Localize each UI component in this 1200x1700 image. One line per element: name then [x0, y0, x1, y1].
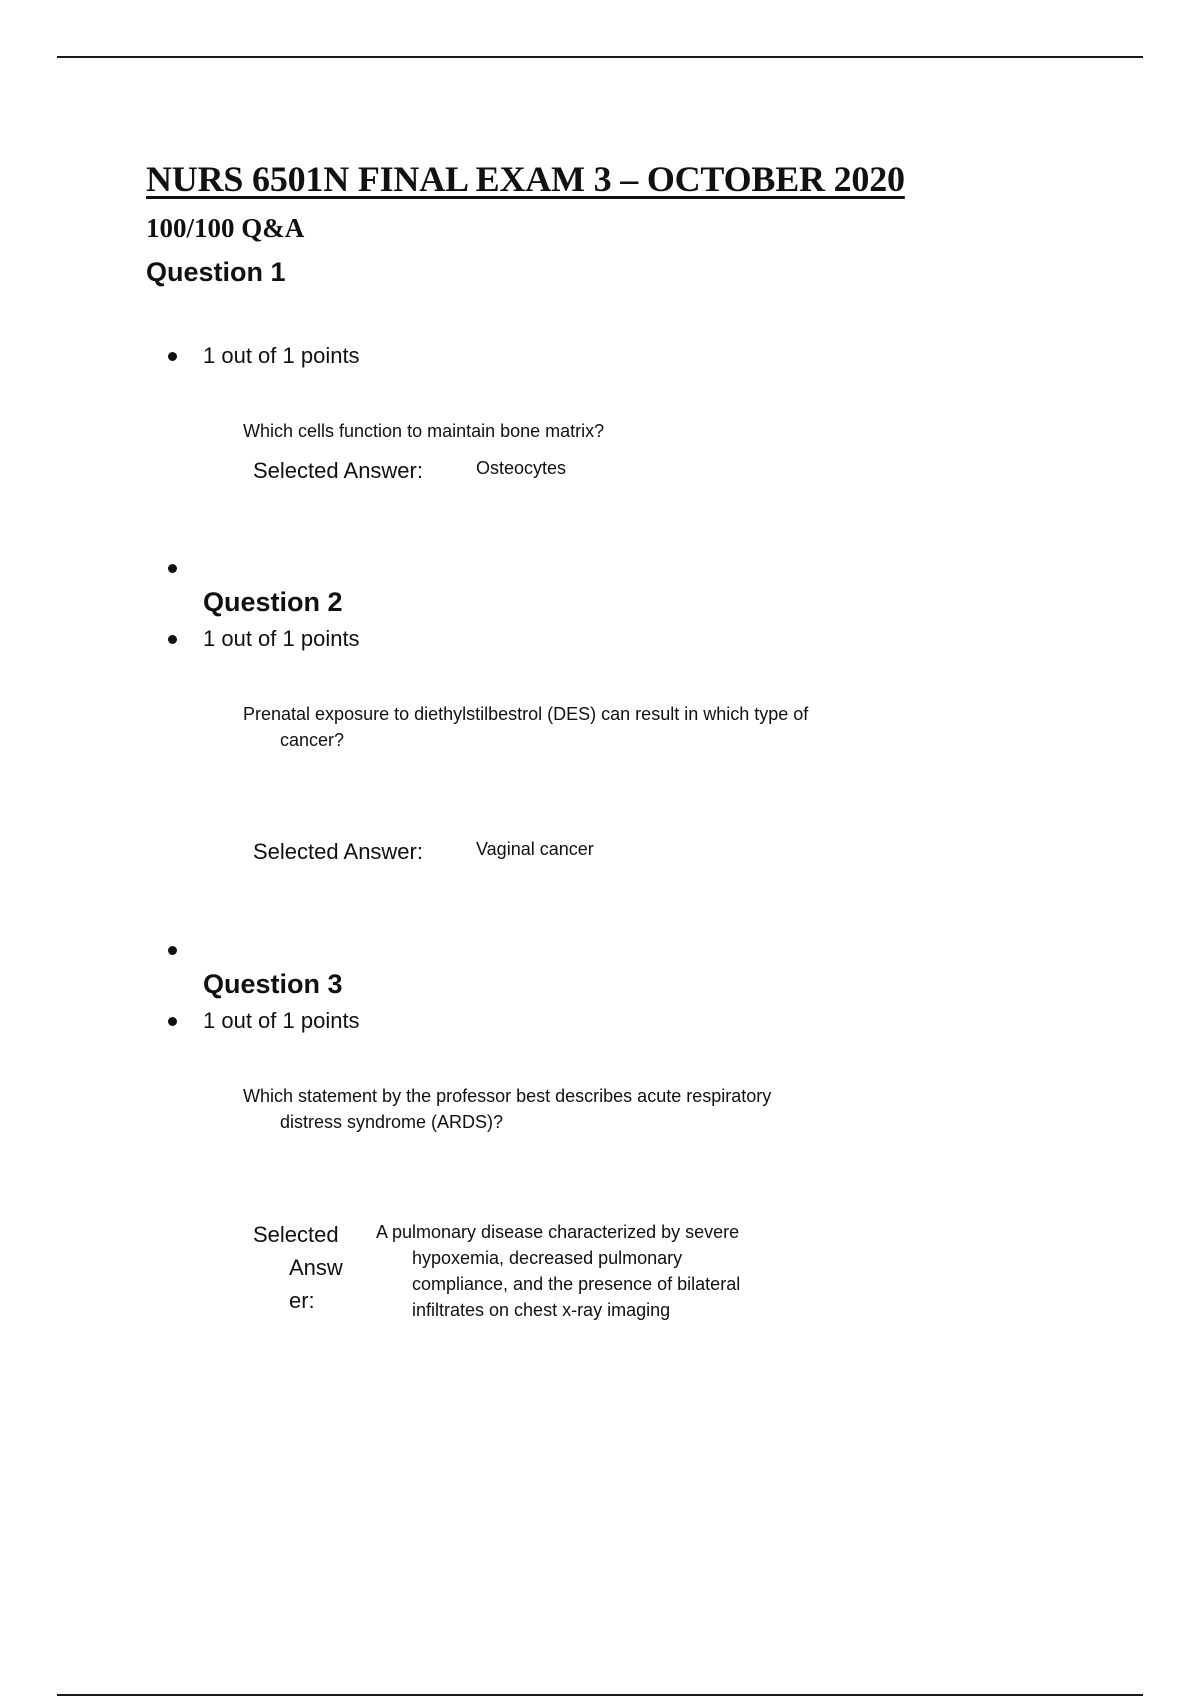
question-2-text-line-2: cancer?: [280, 730, 345, 750]
bullet-point: [168, 352, 177, 361]
question-1-points: 1 out of 1 points: [203, 343, 360, 368]
question-3-answer-line-3: compliance, and the presence of bilateral: [412, 1274, 741, 1294]
bullet-point: [168, 1017, 177, 1026]
bullet-point: [168, 946, 177, 955]
document-subtitle: 100/100 Q&A: [146, 213, 305, 243]
question-2-selected-label: Selected Answer:: [253, 839, 423, 864]
question-1-answer: Osteocytes: [476, 458, 567, 478]
question-2-points: 1 out of 1 points: [203, 626, 360, 651]
question-3-answer-line-2: hypoxemia, decreased pulmonary: [412, 1248, 683, 1268]
document-title: NURS 6501N FINAL EXAM 3 – OCTOBER 2020: [146, 159, 905, 199]
question-3-selected-label-line-1: Selected: [253, 1222, 339, 1247]
question-3-answer-line-4: infiltrates on chest x-ray imaging: [412, 1300, 671, 1320]
question-1-text: Which cells function to maintain bone matrix?: [243, 421, 605, 441]
question-1-selected-label: Selected Answer:: [253, 458, 423, 483]
top-divider: [57, 56, 1143, 58]
question-2-text-line-1: Prenatal exposure to diethylstilbestrol (DES) can result in which type of: [243, 704, 809, 724]
question-3-text-line-1: Which statement by the professor best describes acute respiratory: [243, 1086, 772, 1106]
bottom-divider: [57, 1694, 1143, 1696]
question-3-text-line-2: distress syndrome (ARDS)?: [280, 1112, 504, 1132]
question-2-answer: Vaginal cancer: [476, 839, 594, 859]
bullet-point: [168, 564, 177, 573]
question-3-answer-line-1: A pulmonary disease characterized by severe: [376, 1222, 740, 1242]
question-3-selected-label-line-2: Answ: [289, 1255, 343, 1280]
question-3-points: 1 out of 1 points: [203, 1008, 360, 1033]
question-2-heading: Question 2: [203, 587, 343, 617]
question-1-heading: Question 1: [146, 257, 286, 287]
question-3-heading: Question 3: [203, 969, 343, 999]
bullet-point: [168, 635, 177, 644]
question-3-selected-label-line-3: er:: [289, 1288, 315, 1313]
